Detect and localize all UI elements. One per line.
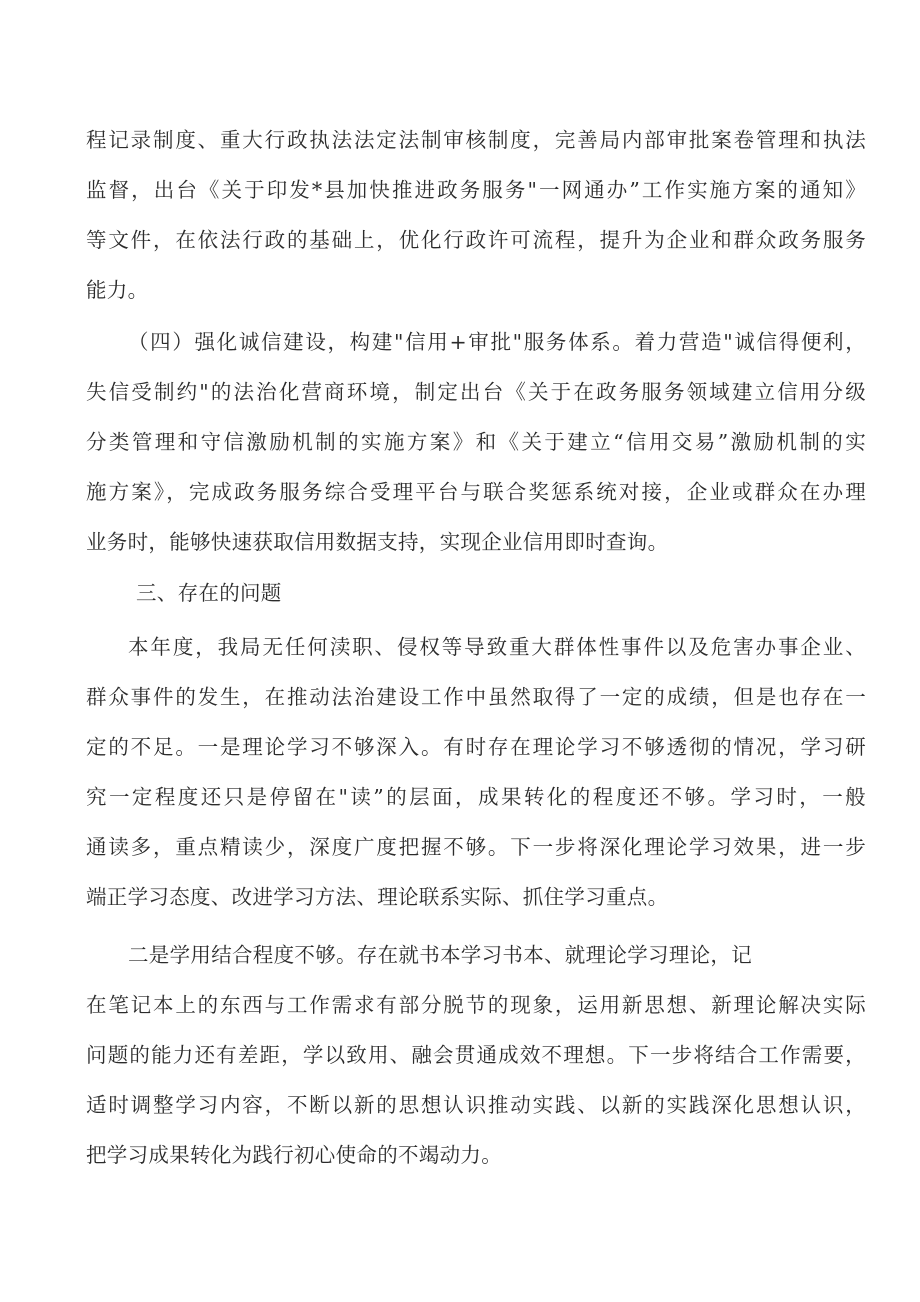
text-line: 程记录制度、重大行政执法法定法制审核制度，完善局内部审批案卷管理和执法 xyxy=(86,128,866,152)
text-line: 施方案》，完成政务服务综合受理平台与联合奖惩系统对接，企业或群众在办理 xyxy=(86,480,866,504)
text-line: 在笔记本上的东西与工作需求有部分脱节的现象，运用新思想、新理论解决实际 xyxy=(86,993,866,1017)
text-line: 能力。 xyxy=(86,278,149,302)
text-line: 等文件，在依法行政的基础上，优化行政许可流程，提升为企业和群众政务服务 xyxy=(86,228,866,252)
section-heading-text: 三、存在的问题 xyxy=(136,581,282,605)
paragraph-2 xyxy=(86,317,866,567)
text-line: 究一定程度还只是停留在"读”的层面，成果转化的程度还不够。学习时，一般 xyxy=(86,785,866,809)
text-line: （四）强化诚信建设，构建"信用+审批"服务体系。着力营造"诚信得便利， xyxy=(128,330,866,354)
text-line: 监督，出台《关于印发*县加快推进政务服务"一网通办”工作实施方案的通知》 xyxy=(86,178,866,202)
text-line: 失信受制约"的法治化营商环境，制定出台《关于在政务服务领域建立信用分级 xyxy=(86,380,866,404)
text-line: 把学习成果转化为践行初心使命的不竭动力。 xyxy=(86,1143,502,1167)
text-line: 二是学用结合程度不够。存在就书本学习书本、就理论学习理论，记 xyxy=(128,943,752,967)
text-line: 定的不足。一是理论学习不够深入。有时存在理论学习不够透彻的情况，学习研 xyxy=(86,735,866,759)
text-line: 本年度，我局无任何渎职、侵权等导致重大群体性事件以及危害办事企业、 xyxy=(128,635,866,659)
text-line: 业务时，能够快速获取信用数据支持，实现企业信用即时查询。 xyxy=(86,530,669,554)
text-line: 通读多，重点精读少，深度广度把握不够。下一步将深化理论学习效果，进一步 xyxy=(86,835,866,859)
text-line: 适时调整学习内容，不断以新的思想认识推动实践、以新的实践深化思想认识， xyxy=(86,1093,866,1117)
paragraph-3 xyxy=(86,622,866,922)
paragraph-1 xyxy=(86,115,866,315)
text-line: 分类管理和守信激励机制的实施方案》和《关于建立“信用交易”激励机制的实 xyxy=(86,430,866,454)
paragraph-4 xyxy=(86,930,866,1180)
text-line: 端正学习态度、改进学习方法、理论联系实际、抓住学习重点。 xyxy=(86,885,669,909)
text-line: 群众事件的发生，在推动法治建设工作中虽然取得了一定的成绩，但是也存在一 xyxy=(86,685,866,709)
section-heading xyxy=(86,568,866,618)
text-line: 问题的能力还有差距，学以致用、融会贯通成效不理想。下一步将结合工作需要， xyxy=(86,1043,866,1067)
